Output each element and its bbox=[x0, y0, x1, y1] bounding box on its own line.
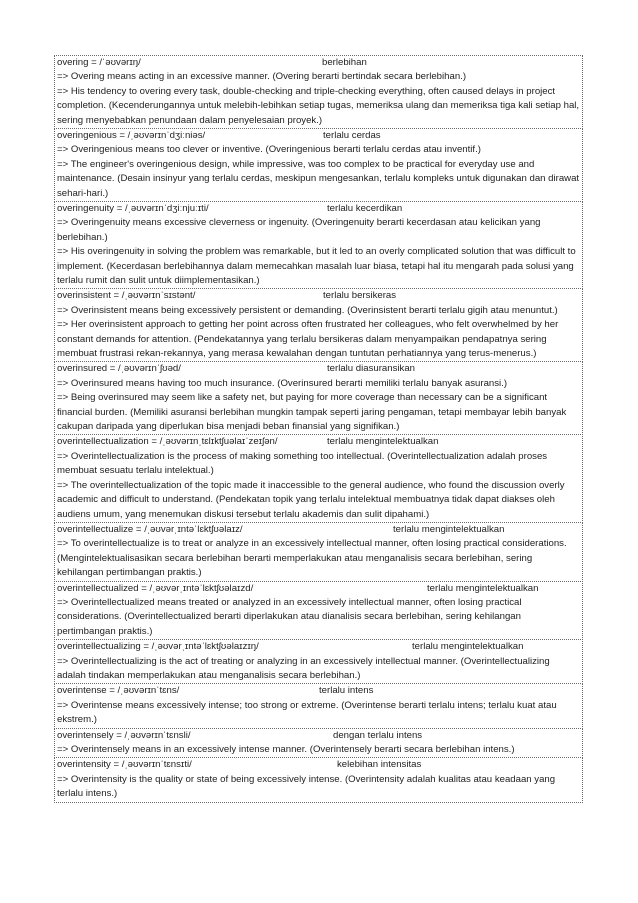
entry-headword: overintense = /ˌəʊvərɪnˈtɛns/ bbox=[57, 685, 180, 697]
entry-translation: berlebihan bbox=[322, 57, 367, 68]
entry-translation: terlalu mengintelektualkan bbox=[427, 582, 539, 594]
entry-example: => Her overinsistent approach to getting her point across often frustrated her colleagues, who felt overwhelmed by her constant demands for attention. (Pendekatannya yang terlalu bersikeras dalam menyampaikan pendapatnya sering membuat frustrasi rekan-rekannya, yang merasa kewalahan dengan tuntutan perhatiannya yang terus-menerus.) bbox=[57, 319, 559, 360]
entry-overintellectualization bbox=[54, 434, 583, 522]
entry-headword: overinsured = /ˌəʊvərɪnˈʃʊəd/ bbox=[57, 363, 181, 375]
entry-headword: overing = /ˈəʊvərɪŋ/ bbox=[57, 57, 141, 68]
entry-translation: terlalu mengintelektualkan bbox=[393, 523, 505, 535]
entry-overingenuity bbox=[54, 201, 583, 289]
entry-headword: overinsistent = /ˌəʊvərɪnˈsɪstənt/ bbox=[57, 290, 196, 302]
entry-definition: => Overingenious means too clever or inventive. (Overingenious berarti terlalu cerdas atau inventif.) bbox=[57, 144, 481, 156]
entry-translation: terlalu bersikeras bbox=[323, 290, 397, 302]
entry-overinsistent bbox=[54, 288, 583, 362]
entry-overing bbox=[54, 55, 583, 129]
entry-headword: overintellectualizing = /ˌəʊvərˌɪntəˈlɛktʃʊəlaɪzɪŋ/ bbox=[57, 641, 259, 653]
entry-definition: => Overintellectualizing is the act of treating or analyzing in an excessively intellectual manner. (Overintellectualizing adalah tindakan memperlakukan atau menganalisis secara berlebihan.) bbox=[57, 655, 550, 681]
entry-definition: => Overingenuity means excessive cleverness or ingenuity. (Overingenuity berarti kecerdasan atau kelicikan yang berlebihan.) bbox=[57, 217, 541, 243]
entry-headword: overingenious = /ˌəʊvərɪnˈdʒiːniəs/ bbox=[57, 130, 206, 142]
entry-definition: => Overintellectualized means treated or analyzed in an excessively intellectual manner, often losing practical considerations. (Overintellectualized berarti diperlakukan atau dianalisis secara berlebihan, sering kehilangan pertimbangan praktis.) bbox=[57, 596, 522, 637]
entry-overintellectualize bbox=[54, 522, 583, 582]
dictionary-page bbox=[54, 56, 583, 803]
entry-headword: overintellectualize = /ˌəʊvərˌɪntəˈlɛktʃʊəlaɪz/ bbox=[57, 523, 243, 535]
entry-definition: => Overing means acting in an excessive manner. (Overing berarti bertindak secara berlebihan.) bbox=[57, 71, 467, 83]
entry-translation: terlalu cerdas bbox=[323, 130, 381, 142]
entry-translation: terlalu diasuransikan bbox=[327, 363, 415, 375]
entry-translation: terlalu intens bbox=[319, 685, 374, 697]
entry-definition: => Overinsured means having too much insurance. (Overinsured berarti memiliki terlalu banyak asuransi.) bbox=[57, 377, 508, 389]
entry-definition: => To overintellectualize is to treat or analyze in an excessively intellectual manner, often losing practical considerations. (Mengintelektualisasikan secara berlebihan berarti memperlakukan atau menganalisis secara berlebihan, sering kehilangan pertimbangan praktis.) bbox=[57, 538, 567, 579]
entry-example: => The engineer's overingenious design, while impressive, was too complex to be practical for everyday use and maintenance. (Desain insinyur yang terlalu cerdas, meskipun mengesankan, terlalu kompleks untuk digunakan dan dirawat sehari-hari.) bbox=[57, 158, 580, 199]
entry-headword: overintellectualized = /ˌəʊvərˌɪntəˈlɛktʃʊəlaɪzd/ bbox=[57, 582, 254, 594]
entry-overingenious bbox=[54, 128, 583, 202]
entry-headword: overintensely = /ˌəʊvərɪnˈtɛnsli/ bbox=[57, 729, 191, 741]
entry-headword: overingenuity = /ˌəʊvərɪnˈdʒiːnjuːɪti/ bbox=[57, 203, 209, 215]
entry-translation: kelebihan intensitas bbox=[337, 759, 422, 771]
entry-translation: dengan terlalu intens bbox=[333, 729, 423, 741]
entry-definition: => Overintellectualization is the process of making something too intellectual. (Overintellectualization adalah proses membuat sesuatu terlalu intelektual.) bbox=[57, 450, 548, 477]
entry-overintensity bbox=[54, 757, 583, 802]
entry-definition: => Overinsistent means being excessively persistent or demanding. (Overinsistent berarti terlalu gigih atau menuntut.) bbox=[57, 304, 558, 316]
entry-overintense bbox=[54, 683, 583, 728]
entry-overintensely bbox=[54, 728, 583, 759]
entry-headword: overintensity = /ˌəʊvərɪnˈtɛnsɪti/ bbox=[57, 759, 192, 771]
entry-example: => His overingenuity in solving the problem was remarkable, but it led to an overly complicated solution that was difficult to implement. (Kecerdasan berlebihannya dalam memecahkan masalah luar biasa, tetapi hal itu mengarah pada solusi yang terlalu rumit dan sulit untuk diimplementasikan.) bbox=[57, 246, 576, 287]
entry-example: => His tendency to overing every task, double-checking and triple-checking everything, often caused delays in project completion. (Kecenderungannya untuk melebih-lebihkan setiap tugas, memeriksa ulang dan memeriksa tiga kali setiap hal, sering menyebabkan penundaan dalam penyelesaian proyek.) bbox=[57, 85, 580, 126]
entry-definition: => Overintense means excessively intense; too strong or extreme. (Overintense berarti terlalu intens; terlalu kuat atau ekstrem.) bbox=[57, 699, 557, 726]
entry-headword: overintellectualization = /ˌəʊvərɪnˌtɛlɪktʃuəlaɪˈzeɪʃən/ bbox=[57, 436, 278, 448]
entry-translation: terlalu kecerdikan bbox=[327, 203, 403, 215]
entry-translation: terlalu mengintelektualkan bbox=[412, 641, 524, 653]
entry-translation: terlalu mengintelektualkan bbox=[327, 436, 439, 448]
entry-overintellectualized bbox=[54, 581, 583, 641]
entry-example: => The overintellectualization of the topic made it inaccessible to the general audience, who found the discussion overly academic and difficult to understand. (Pendekatan topik yang terlalu intelektual membuatnya tidak dapat diakses oleh audiens umum, yang menemukan diskusi tersebut terlalu akademis dan sulit dipahami.) bbox=[57, 479, 565, 520]
entry-definition: => Overintensely means in an excessively intense manner. (Overintensely berarti secara berlebihan intens.) bbox=[57, 743, 515, 755]
entry-example: => Being overinsured may seem like a safety net, but paying for more coverage than necessary can be a significant financial burden. (Memiliki asuransi berlebihan mungkin tampak seperti jaring pengaman, tetapi membayar lebih banyak cakupan daripada yang diperlukan bisa menjadi beban finansial yang signifikan.) bbox=[57, 392, 567, 433]
entry-overinsured bbox=[54, 361, 583, 435]
entry-definition: => Overintensity is the quality or state of being excessively intense. (Overintensity adalah kualitas atau keadaan yang terlalu intens.) bbox=[57, 773, 556, 800]
entry-overintellectualizing bbox=[54, 639, 583, 684]
